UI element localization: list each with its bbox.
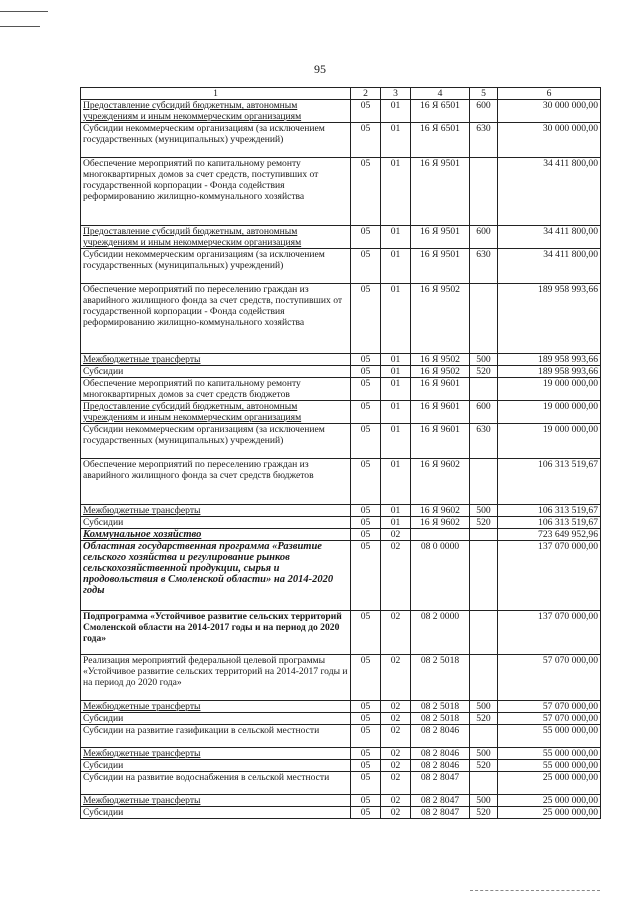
row-subsection-cell: 01	[381, 158, 411, 226]
header-col-4: 4	[411, 88, 470, 100]
row-target-code-cell: 08 0 0000	[411, 541, 470, 611]
row-section-cell: 05	[351, 424, 381, 459]
row-name-cell: Межбюджетные трансферты	[81, 701, 351, 713]
row-expense-type-cell: 520	[470, 517, 498, 529]
row-amount-cell: 25 000 000,00	[498, 772, 601, 795]
row-expense-type-cell	[470, 284, 498, 354]
row-amount-cell: 106 313 519,67	[498, 517, 601, 529]
row-name-cell: Реализация мероприятий федеральной целевой программы «Устойчивое развитие сельских территорий на 2014-2017 годы и на период до 2020 года»	[81, 655, 351, 701]
row-name-cell: Субсидии некоммерческим организациям (за исключением государственных (муниципальных) учреждений)	[81, 249, 351, 284]
row-expense-type-cell	[470, 541, 498, 611]
row-subsection-cell: 02	[381, 795, 411, 807]
row-section-cell: 05	[351, 541, 381, 611]
row-subsection-cell: 01	[381, 378, 411, 401]
row-expense-type-cell: 520	[470, 366, 498, 378]
row-amount-cell: 106 313 519,67	[498, 459, 601, 505]
table-row	[81, 505, 601, 517]
row-expense-type-cell: 600	[470, 401, 498, 424]
row-section-cell: 05	[351, 772, 381, 795]
row-amount-cell: 25 000 000,00	[498, 807, 601, 819]
row-subsection-cell: 02	[381, 541, 411, 611]
row-expense-type-cell	[470, 725, 498, 748]
row-section-cell: 05	[351, 701, 381, 713]
row-target-code-cell: 16 Я 9502	[411, 284, 470, 354]
row-section-cell: 05	[351, 123, 381, 158]
table-row	[81, 354, 601, 366]
row-target-code-cell	[411, 529, 470, 541]
table-row	[81, 459, 601, 505]
table-row	[81, 772, 601, 795]
row-expense-type-cell: 500	[470, 795, 498, 807]
row-target-code-cell: 16 Я 9502	[411, 354, 470, 366]
row-expense-type-cell: 630	[470, 424, 498, 459]
row-amount-cell: 19 000 000,00	[498, 424, 601, 459]
row-amount-cell: 189 958 993,66	[498, 366, 601, 378]
row-subsection-cell: 02	[381, 725, 411, 748]
corner-mark-top	[0, 11, 48, 12]
table-row	[81, 807, 601, 819]
row-expense-type-cell: 500	[470, 701, 498, 713]
row-section-cell: 05	[351, 760, 381, 772]
table-row	[81, 725, 601, 748]
row-amount-cell: 30 000 000,00	[498, 123, 601, 158]
row-expense-type-cell	[470, 158, 498, 226]
table-row	[81, 541, 601, 611]
row-target-code-cell: 16 Я 9602	[411, 459, 470, 505]
table-row	[81, 249, 601, 284]
row-name-cell: Межбюджетные трансферты	[81, 354, 351, 366]
row-expense-type-cell: 600	[470, 226, 498, 249]
table-row	[81, 366, 601, 378]
table-row	[81, 795, 601, 807]
row-name-cell: Субсидии	[81, 760, 351, 772]
row-expense-type-cell: 600	[470, 100, 498, 123]
table-row	[81, 158, 601, 226]
row-expense-type-cell	[470, 611, 498, 655]
row-target-code-cell: 16 Я 9602	[411, 517, 470, 529]
row-expense-type-cell	[470, 529, 498, 541]
row-subsection-cell: 01	[381, 517, 411, 529]
table-row	[81, 701, 601, 713]
row-section-cell: 05	[351, 529, 381, 541]
row-amount-cell: 55 000 000,00	[498, 760, 601, 772]
row-name-cell: Субсидии	[81, 517, 351, 529]
row-section-cell: 05	[351, 725, 381, 748]
row-subsection-cell: 02	[381, 713, 411, 725]
row-name-cell: Обеспечение мероприятий по переселению граждан из аварийного жилищного фонда за счет средств, поступивших от государственной корпорации - Фонда содействия реформированию жилищно-коммунального хозяйства	[81, 284, 351, 354]
row-target-code-cell: 16 Я 9501	[411, 226, 470, 249]
row-subsection-cell: 01	[381, 284, 411, 354]
table-row	[81, 401, 601, 424]
row-name-cell: Субсидии	[81, 366, 351, 378]
row-expense-type-cell: 520	[470, 760, 498, 772]
table-row	[81, 123, 601, 158]
row-expense-type-cell: 500	[470, 354, 498, 366]
row-name-cell: Межбюджетные трансферты	[81, 748, 351, 760]
row-subsection-cell: 02	[381, 760, 411, 772]
row-subsection-cell: 01	[381, 401, 411, 424]
row-expense-type-cell: 500	[470, 505, 498, 517]
row-name-cell: Областная государственная программа «Развитие сельского хозяйства и регулирование рынков сельскохозяйственной продукции, сырья и продовольствия в Смоленской области» на 2014-2020 годы	[81, 541, 351, 611]
row-subsection-cell: 01	[381, 354, 411, 366]
row-section-cell: 05	[351, 517, 381, 529]
row-name-cell: Субсидии на развитие водоснабжения в сельской местности	[81, 772, 351, 795]
row-section-cell: 05	[351, 226, 381, 249]
table-row	[81, 517, 601, 529]
row-amount-cell: 25 000 000,00	[498, 795, 601, 807]
row-subsection-cell: 01	[381, 505, 411, 517]
row-target-code-cell: 16 Я 9501	[411, 158, 470, 226]
row-target-code-cell: 08 2 8046	[411, 760, 470, 772]
row-amount-cell: 34 411 800,00	[498, 249, 601, 284]
row-name-cell: Предоставление субсидий бюджетным, автономным учреждениям и иным некоммерческим организациям	[81, 401, 351, 424]
row-name-cell: Предоставление субсидий бюджетным, автономным учреждениям и иным некоммерческим организациям	[81, 226, 351, 249]
row-target-code-cell: 16 Я 9601	[411, 401, 470, 424]
row-section-cell: 05	[351, 158, 381, 226]
row-amount-cell: 723 649 952,96	[498, 529, 601, 541]
table-row	[81, 760, 601, 772]
row-expense-type-cell: 630	[470, 123, 498, 158]
row-name-cell: Подпрограмма «Устойчивое развитие сельских территорий Смоленской области на 2014-2017 годы и на период до 2020 года»	[81, 611, 351, 655]
table-row	[81, 713, 601, 725]
table-row	[81, 655, 601, 701]
row-section-cell: 05	[351, 807, 381, 819]
row-section-cell: 05	[351, 284, 381, 354]
row-expense-type-cell: 500	[470, 748, 498, 760]
row-subsection-cell: 01	[381, 366, 411, 378]
table-row	[81, 611, 601, 655]
row-target-code-cell: 16 Я 6501	[411, 123, 470, 158]
header-col-2: 2	[351, 88, 381, 100]
row-section-cell: 05	[351, 505, 381, 517]
row-amount-cell: 19 000 000,00	[498, 378, 601, 401]
row-amount-cell: 57 070 000,00	[498, 655, 601, 701]
table-row	[81, 748, 601, 760]
row-target-code-cell: 08 2 0000	[411, 611, 470, 655]
row-target-code-cell: 08 2 8046	[411, 748, 470, 760]
row-amount-cell: 106 313 519,67	[498, 505, 601, 517]
row-target-code-cell: 08 2 8047	[411, 795, 470, 807]
table-body	[81, 100, 601, 819]
row-target-code-cell: 08 2 5018	[411, 701, 470, 713]
row-amount-cell: 189 958 993,66	[498, 284, 601, 354]
row-section-cell: 05	[351, 795, 381, 807]
row-name-cell: Межбюджетные трансферты	[81, 505, 351, 517]
row-section-cell: 05	[351, 100, 381, 123]
row-name-cell: Предоставление субсидий бюджетным, автономным учреждениям и иным некоммерческим организациям	[81, 100, 351, 123]
row-target-code-cell: 08 2 8046	[411, 725, 470, 748]
row-amount-cell: 57 070 000,00	[498, 713, 601, 725]
header-col-6: 6	[498, 88, 601, 100]
row-subsection-cell: 02	[381, 655, 411, 701]
table-header-row	[81, 88, 601, 100]
row-target-code-cell: 16 Я 9601	[411, 378, 470, 401]
row-name-cell: Коммунальное хозяйство	[81, 529, 351, 541]
row-name-cell: Межбюджетные трансферты	[81, 795, 351, 807]
row-subsection-cell: 01	[381, 100, 411, 123]
row-amount-cell: 34 411 800,00	[498, 158, 601, 226]
row-expense-type-cell	[470, 655, 498, 701]
row-target-code-cell: 16 Я 9602	[411, 505, 470, 517]
row-name-cell: Субсидии на развитие газификации в сельской местности	[81, 725, 351, 748]
row-name-cell: Субсидии	[81, 713, 351, 725]
table-row	[81, 226, 601, 249]
row-amount-cell: 189 958 993,66	[498, 354, 601, 366]
row-amount-cell: 55 000 000,00	[498, 748, 601, 760]
row-target-code-cell: 16 Я 9601	[411, 424, 470, 459]
row-amount-cell: 137 070 000,00	[498, 541, 601, 611]
table-row	[81, 424, 601, 459]
row-expense-type-cell	[470, 459, 498, 505]
row-amount-cell: 19 000 000,00	[498, 401, 601, 424]
table-row	[81, 100, 601, 123]
corner-mark-bottom	[0, 26, 40, 27]
row-subsection-cell: 02	[381, 748, 411, 760]
table-row	[81, 529, 601, 541]
page-number: 95	[314, 62, 326, 76]
row-section-cell: 05	[351, 713, 381, 725]
row-amount-cell: 30 000 000,00	[498, 100, 601, 123]
row-section-cell: 05	[351, 655, 381, 701]
row-subsection-cell: 01	[381, 424, 411, 459]
row-subsection-cell: 01	[381, 459, 411, 505]
table-row	[81, 378, 601, 401]
header-col-3: 3	[381, 88, 411, 100]
row-subsection-cell: 02	[381, 772, 411, 795]
row-subsection-cell: 01	[381, 226, 411, 249]
budget-table	[80, 87, 601, 819]
row-section-cell: 05	[351, 401, 381, 424]
row-name-cell: Обеспечение мероприятий по переселению граждан из аварийного жилищного фонда за счет средств бюджетов	[81, 459, 351, 505]
row-target-code-cell: 08 2 5018	[411, 713, 470, 725]
header-col-1: 1	[81, 88, 351, 100]
row-section-cell: 05	[351, 748, 381, 760]
row-name-cell: Субсидии некоммерческим организациям (за исключением государственных (муниципальных) учреждений)	[81, 123, 351, 158]
row-subsection-cell: 02	[381, 611, 411, 655]
row-subsection-cell: 01	[381, 249, 411, 284]
row-section-cell: 05	[351, 611, 381, 655]
row-name-cell: Субсидии	[81, 807, 351, 819]
row-expense-type-cell: 520	[470, 807, 498, 819]
row-target-code-cell: 08 2 8047	[411, 807, 470, 819]
row-target-code-cell: 08 2 5018	[411, 655, 470, 701]
row-subsection-cell: 02	[381, 529, 411, 541]
header-col-5: 5	[470, 88, 498, 100]
row-target-code-cell: 16 Я 9501	[411, 249, 470, 284]
bottom-scan-marks	[470, 890, 600, 891]
row-section-cell: 05	[351, 378, 381, 401]
row-section-cell: 05	[351, 354, 381, 366]
row-expense-type-cell: 520	[470, 713, 498, 725]
row-name-cell: Субсидии некоммерческим организациям (за исключением государственных (муниципальных) учреждений)	[81, 424, 351, 459]
table-row	[81, 284, 601, 354]
row-name-cell: Обеспечение мероприятий по капитальному ремонту многоквартирных домов за счет средств бюджетов	[81, 378, 351, 401]
row-section-cell: 05	[351, 249, 381, 284]
row-amount-cell: 55 000 000,00	[498, 725, 601, 748]
row-amount-cell: 57 070 000,00	[498, 701, 601, 713]
row-expense-type-cell	[470, 772, 498, 795]
row-expense-type-cell: 630	[470, 249, 498, 284]
row-section-cell: 05	[351, 459, 381, 505]
row-expense-type-cell	[470, 378, 498, 401]
row-target-code-cell: 08 2 8047	[411, 772, 470, 795]
row-amount-cell: 34 411 800,00	[498, 226, 601, 249]
row-name-cell: Обеспечение мероприятий по капитальному ремонту многоквартирных домов за счет средств, поступивших от государственной корпорации - Фонда содействия реформированию жилищно-коммунального хозяйства	[81, 158, 351, 226]
row-section-cell: 05	[351, 366, 381, 378]
row-amount-cell: 137 070 000,00	[498, 611, 601, 655]
row-subsection-cell: 01	[381, 123, 411, 158]
row-target-code-cell: 16 Я 6501	[411, 100, 470, 123]
row-subsection-cell: 02	[381, 807, 411, 819]
row-subsection-cell: 02	[381, 701, 411, 713]
row-target-code-cell: 16 Я 9502	[411, 366, 470, 378]
